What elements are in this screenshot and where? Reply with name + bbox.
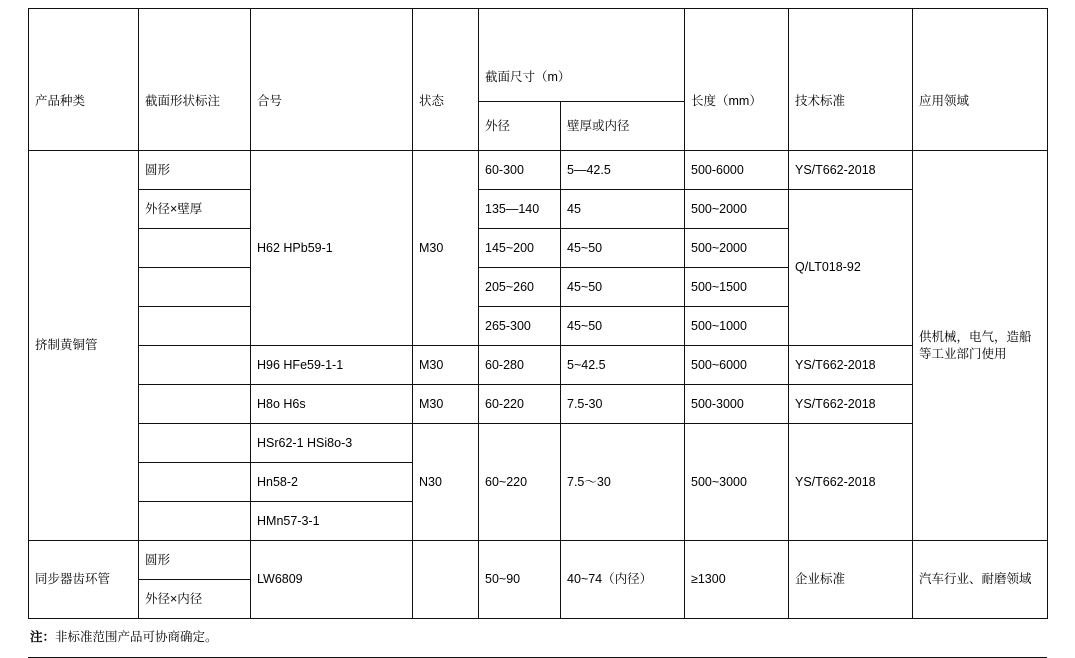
cell-wall-1-7: 7.5～30	[561, 424, 685, 541]
header-state: 状态	[413, 53, 479, 151]
cell-alloy-1-7: HSr62-1 HSi8o-3	[251, 424, 413, 463]
cell-length-1-4: 500~1000	[685, 307, 789, 346]
table-row	[29, 541, 1048, 580]
cell-od-1-7: 60~220	[479, 424, 561, 541]
cell-product-type-2: 同步器齿环管	[29, 541, 139, 619]
header-alloy-code: 合号	[251, 53, 413, 151]
table-note	[28, 619, 1047, 647]
cell-wall-1-4: 45~50	[561, 307, 685, 346]
cell-length-1-7: 500~3000	[685, 424, 789, 541]
cell-shape-1-5	[139, 346, 251, 385]
cell-length-1-3: 500~1500	[685, 268, 789, 307]
cell-shape-1-7	[139, 424, 251, 463]
cell-alloy-1-9: HMn57-3-1	[251, 502, 413, 541]
cell-alloy-1-8: Hn58-2	[251, 463, 413, 502]
header-section-size: 截面尺寸（m）	[479, 53, 685, 102]
specification-table	[28, 8, 1048, 619]
cell-product-type-1: 挤制黄铜管	[29, 151, 139, 541]
cell-wall-1-2: 45~50	[561, 229, 685, 268]
header-application-blank	[913, 9, 1048, 54]
cell-length-1-2: 500~2000	[685, 229, 789, 268]
cell-length-2-0: ≥1300	[685, 541, 789, 619]
table-row	[29, 346, 1048, 385]
table-row	[29, 424, 1048, 463]
cell-alloy-1-5: H96 HFe59-1-1	[251, 346, 413, 385]
header-alloy-code-blank	[251, 9, 413, 54]
cell-wall-1-0: 5—42.5	[561, 151, 685, 190]
cell-application-1: 供机械，电气，造船等工业部门使用	[913, 151, 1048, 541]
table-row	[29, 385, 1048, 424]
cell-length-1-5: 500~6000	[685, 346, 789, 385]
cell-standard-2-0: 企业标准	[789, 541, 913, 619]
header-section-shape-blank	[139, 9, 251, 54]
cell-shape-1-0: 圆形	[139, 151, 251, 190]
cell-shape-1-4	[139, 307, 251, 346]
cell-od-1-4: 265-300	[479, 307, 561, 346]
cell-shape-1-9	[139, 502, 251, 541]
header-length: 长度（mm）	[685, 53, 789, 151]
cell-od-1-3: 205~260	[479, 268, 561, 307]
note-text: 非标准范围产品可协商确定。	[55, 630, 218, 644]
cell-wall-2-0: 40~74（内径）	[561, 541, 685, 619]
cell-wall-1-1: 45	[561, 190, 685, 229]
cell-standard-1-7: YS/T662-2018	[789, 424, 913, 541]
cell-shape-1-1: 外径×壁厚	[139, 190, 251, 229]
cell-od-1-1: 135—140	[479, 190, 561, 229]
header-standard-blank	[789, 9, 913, 54]
note-label: 注：	[30, 630, 56, 644]
cell-shape-1-3	[139, 268, 251, 307]
cell-standard-1-6: YS/T662-2018	[789, 385, 913, 424]
table-row	[29, 151, 1048, 190]
table-row	[29, 190, 1048, 229]
cell-state-1-0: M30	[413, 151, 479, 346]
cell-shape-1-6	[139, 385, 251, 424]
cell-alloy-2-0: LW6809	[251, 541, 413, 619]
cell-state-1-5: M30	[413, 346, 479, 385]
cell-shape-1-2	[139, 229, 251, 268]
header-outer-diameter: 外径	[479, 102, 561, 151]
header-standard: 技术标准	[789, 53, 913, 151]
header-product-type: 产品种类	[29, 53, 139, 151]
cell-state-1-7: N30	[413, 424, 479, 541]
cell-length-1-6: 500-3000	[685, 385, 789, 424]
cell-state-2-0	[413, 541, 479, 619]
cell-state-1-6: M30	[413, 385, 479, 424]
header-state-blank	[413, 9, 479, 54]
cell-od-1-6: 60-220	[479, 385, 561, 424]
cell-shape-1-8	[139, 463, 251, 502]
cell-shape-2-0: 圆形	[139, 541, 251, 580]
cell-shape-2-1: 外径×内径	[139, 580, 251, 619]
cell-wall-1-3: 45~50	[561, 268, 685, 307]
header-length-blank	[685, 9, 789, 54]
cell-od-1-5: 60-280	[479, 346, 561, 385]
cell-application-2: 汽车行业、耐磨领域	[913, 541, 1048, 619]
header-product-type-blank	[29, 9, 139, 54]
cell-standard-1-5: YS/T662-2018	[789, 346, 913, 385]
cell-od-1-0: 60-300	[479, 151, 561, 190]
cell-standard-1-0: YS/T662-2018	[789, 151, 913, 190]
header-wall-or-inner: 壁厚或内径	[561, 102, 685, 151]
cell-alloy-1-0: H62 HPb59-1	[251, 151, 413, 346]
header-section-size-blank	[479, 9, 685, 54]
header-section-shape: 截面形状标注	[139, 53, 251, 151]
cell-wall-1-5: 5~42.5	[561, 346, 685, 385]
cell-standard-1-1: Q/LT018-92	[789, 190, 913, 346]
cell-wall-1-6: 7.5-30	[561, 385, 685, 424]
cell-od-2-0: 50~90	[479, 541, 561, 619]
header-application: 应用领域	[913, 53, 1048, 151]
bottom-divider	[28, 657, 1047, 658]
cell-alloy-1-6: H8o H6s	[251, 385, 413, 424]
table-header-row-labels	[29, 53, 1048, 102]
cell-od-1-2: 145~200	[479, 229, 561, 268]
cell-length-1-0: 500-6000	[685, 151, 789, 190]
cell-length-1-1: 500~2000	[685, 190, 789, 229]
